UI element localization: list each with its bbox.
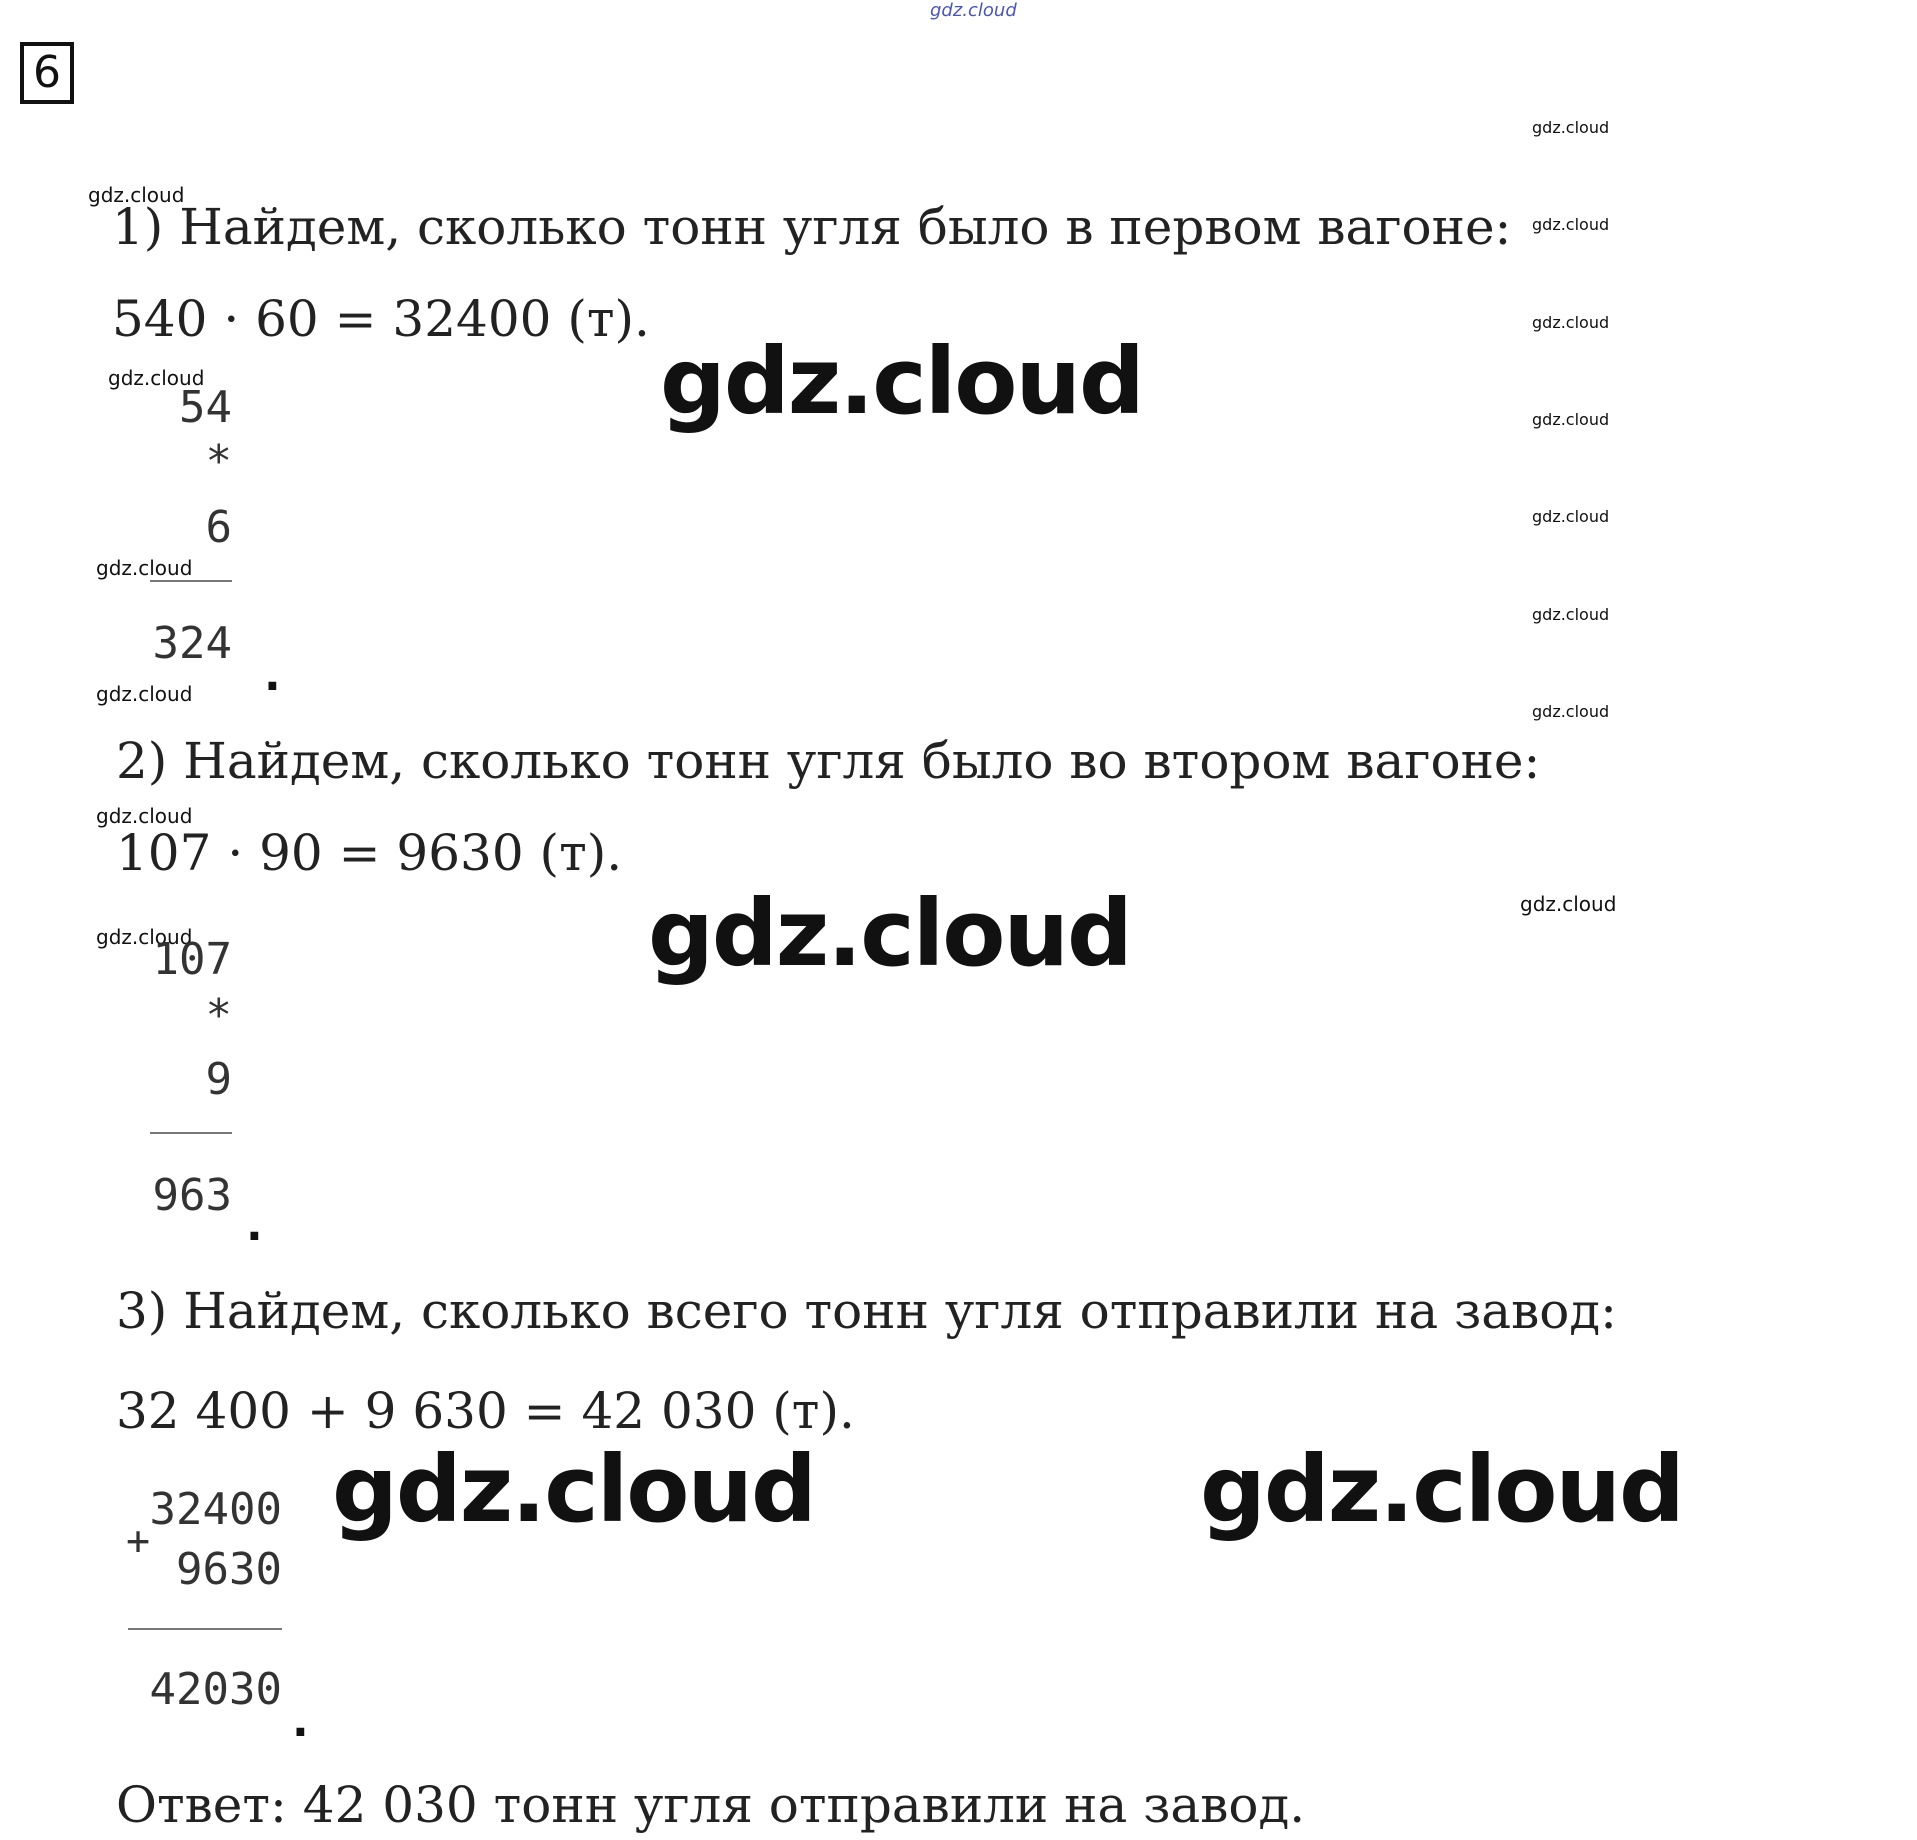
step-1-column-result: 324: [152, 618, 232, 669]
watermark-large: gdz.cloud: [332, 1436, 815, 1543]
watermark-large: gdz.cloud: [1200, 1436, 1683, 1543]
step-2-expression: 107 · 90 = 9630 (т).: [116, 824, 623, 882]
watermark-small: gdz.cloud: [1532, 118, 1610, 137]
step-1-period: .: [264, 650, 281, 701]
answer-text: Ответ: 42 030 тонн угля отправили на завод.: [116, 1776, 1306, 1834]
step-3-text: 3) Найдем, сколько всего тонн угля отправили на завод:: [116, 1282, 1618, 1340]
step-2-column-multiplier: 9: [205, 1054, 232, 1105]
step-3-column-result: 42030: [149, 1664, 282, 1715]
step-3-column-rule: [128, 1628, 282, 1630]
watermark-small: gdz.cloud: [96, 556, 193, 580]
step-3-column-addend-2: 9630: [176, 1544, 282, 1595]
watermark-small: gdz.cloud: [1532, 507, 1610, 526]
step-3-column-operator: +: [126, 1518, 151, 1564]
watermark-small: gdz.cloud: [88, 183, 185, 207]
watermark-small: gdz.cloud: [108, 366, 205, 390]
watermark-large: gdz.cloud: [660, 328, 1143, 435]
step-3-column-addend-1: 32400: [149, 1484, 282, 1535]
watermark-small: gdz.cloud: [96, 925, 193, 949]
step-3-period: .: [292, 1696, 309, 1747]
step-2-column-rule: [150, 1132, 232, 1134]
watermark-small: gdz.cloud: [1532, 605, 1610, 624]
watermark-small: gdz.cloud: [96, 804, 193, 828]
step-1-column-multiplicand: 54: [179, 382, 232, 433]
task-number-badge: 6: [20, 42, 74, 104]
step-2-text: 2) Найдем, сколько тонн угля было во втором вагоне:: [116, 732, 1541, 790]
step-1-text: 1) Найдем, сколько тонн угля было в первом вагоне:: [112, 198, 1512, 256]
watermark-small: gdz.cloud: [1532, 215, 1610, 234]
step-1-column-multiplier: 6: [205, 502, 232, 553]
step-1-column-rule: [150, 580, 232, 582]
watermark-small: gdz.cloud: [1532, 702, 1610, 721]
watermark-small: gdz.cloud: [1532, 313, 1610, 332]
step-1-expression: 540 · 60 = 32400 (т).: [112, 290, 650, 348]
watermark-small: gdz.cloud: [1520, 892, 1617, 916]
step-1-column-operator: *: [205, 436, 232, 487]
watermark-top: gdz.cloud: [930, 0, 1017, 21]
step-2-column-operator: *: [205, 990, 232, 1041]
step-2-column-result: 963: [152, 1170, 232, 1221]
watermark-large: gdz.cloud: [648, 880, 1131, 987]
step-2-column-multiplicand: 107: [152, 934, 232, 985]
watermark-small: gdz.cloud: [96, 682, 193, 706]
step-2-period: .: [246, 1200, 263, 1251]
step-3-expression: 32 400 + 9 630 = 42 030 (т).: [116, 1382, 855, 1440]
watermark-small: gdz.cloud: [1532, 410, 1610, 429]
